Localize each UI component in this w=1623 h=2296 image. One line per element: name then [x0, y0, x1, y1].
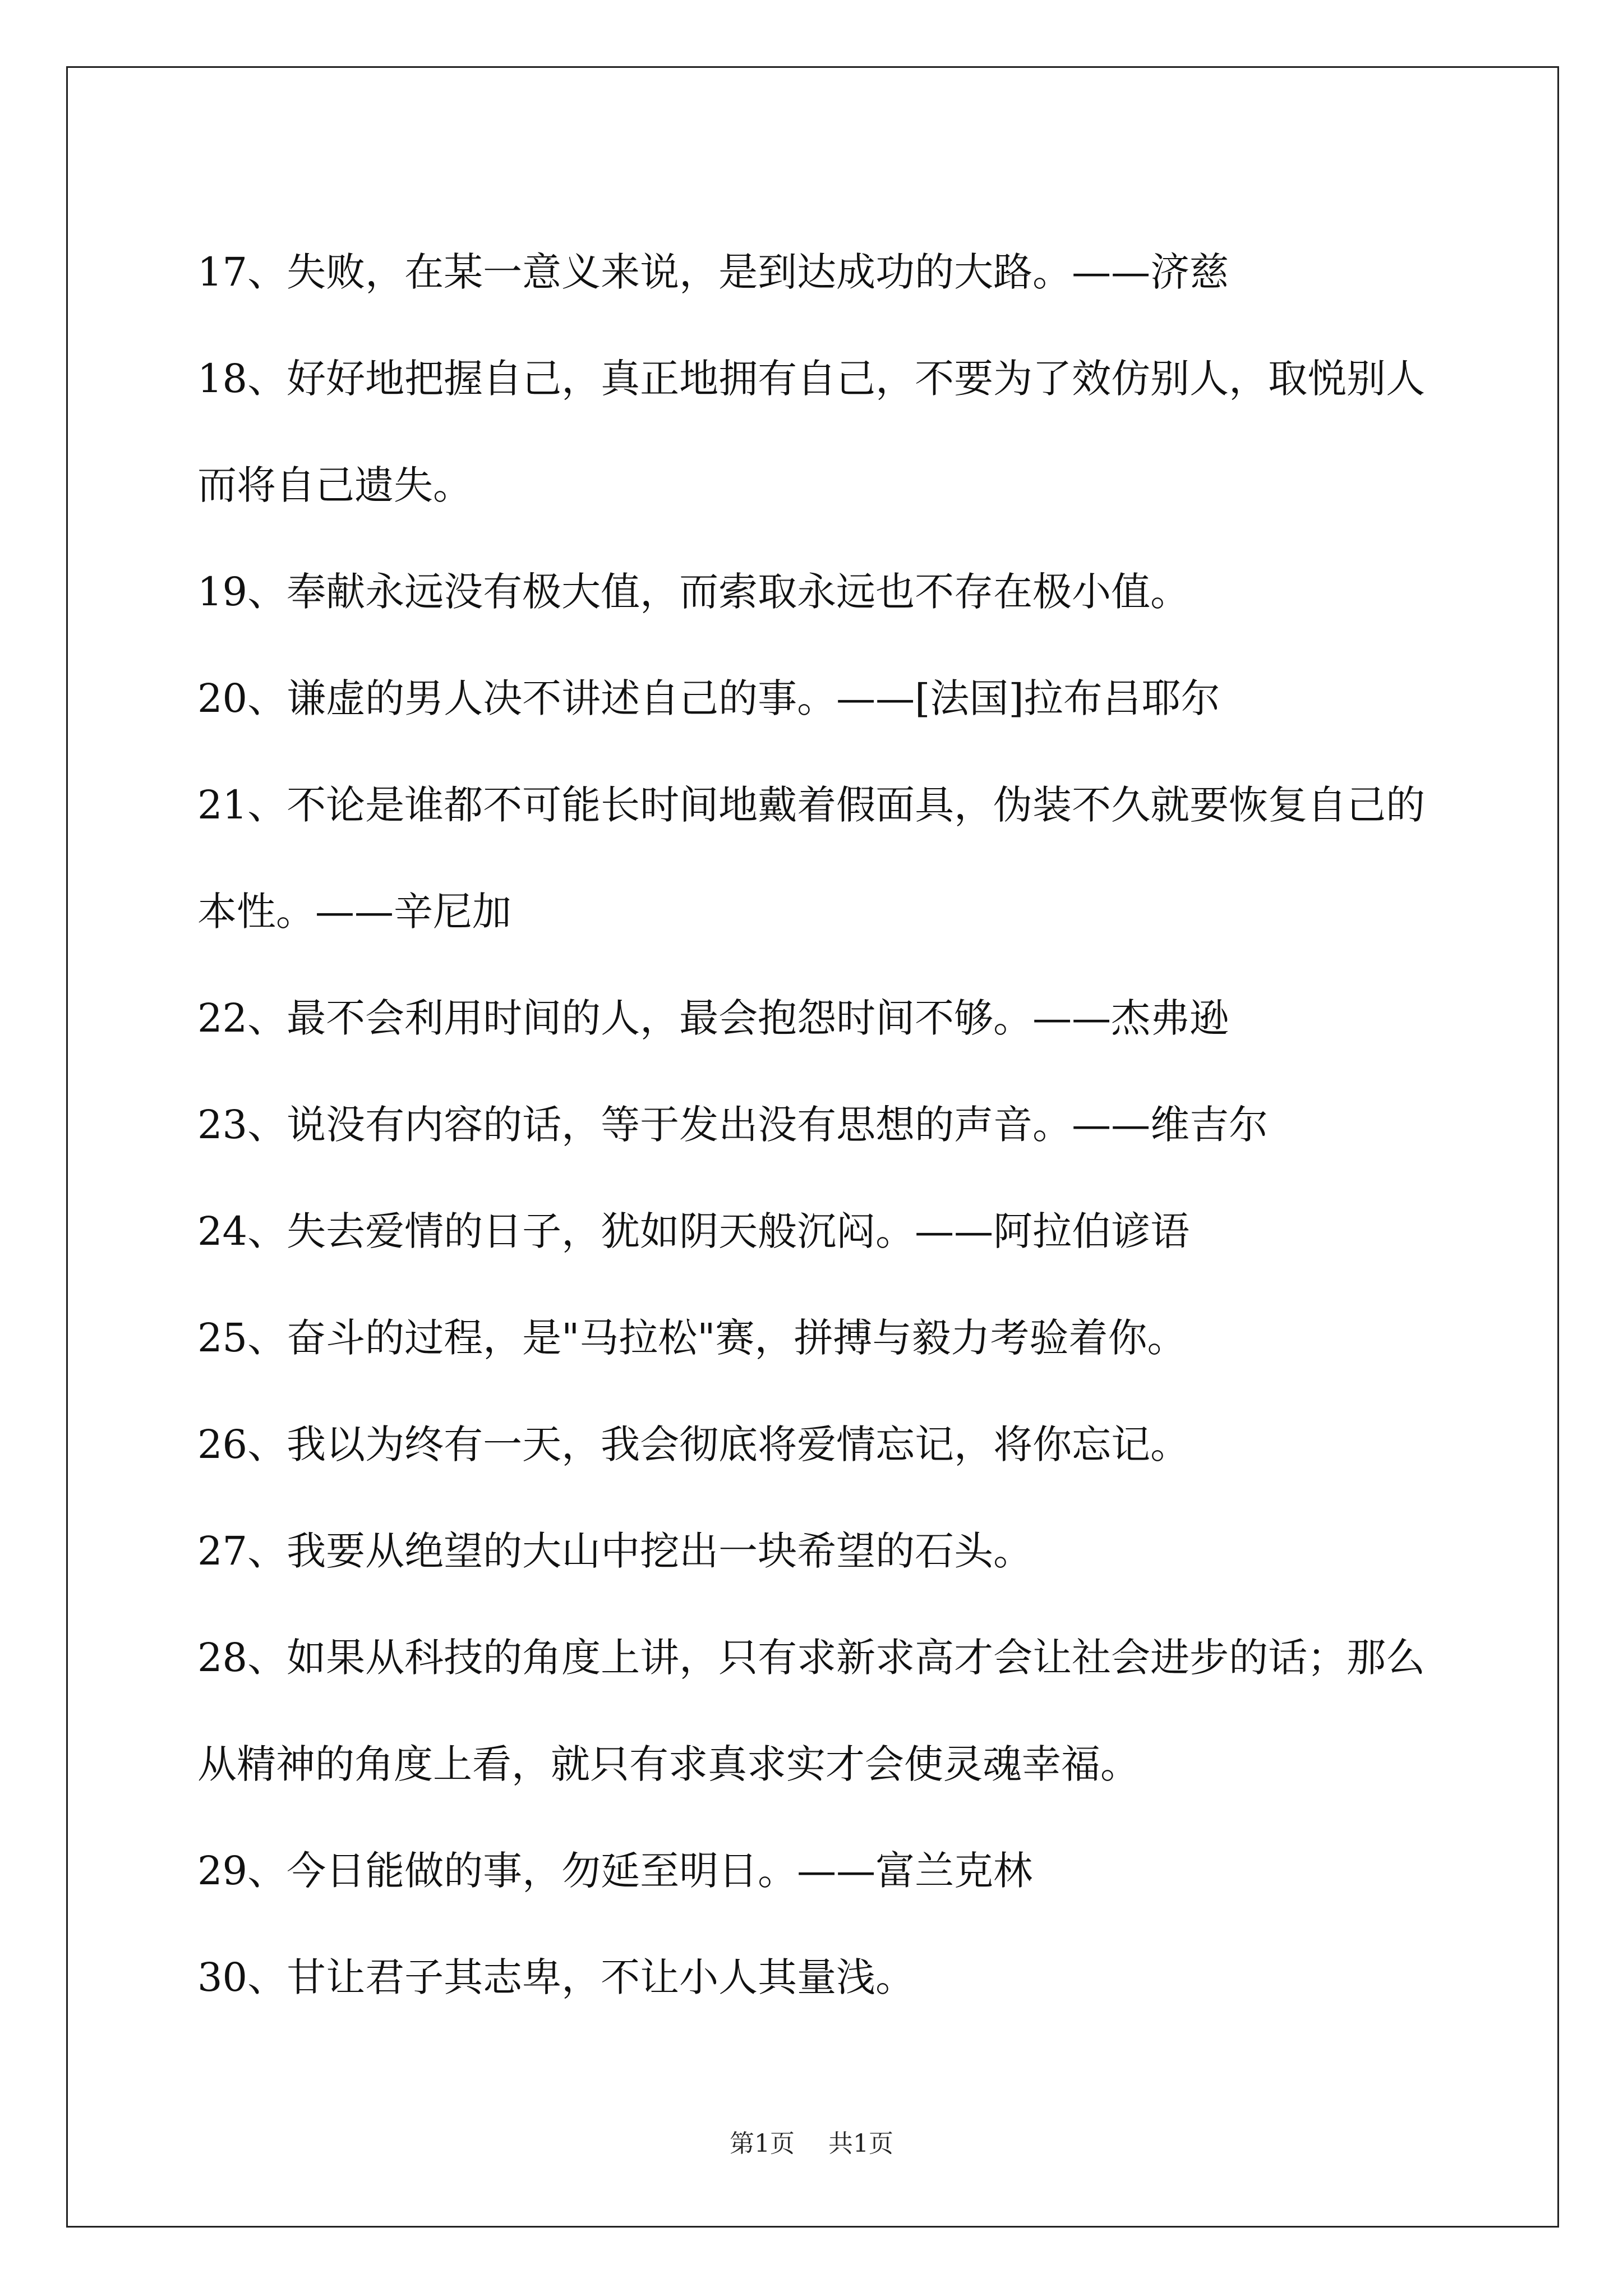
paragraph-25: 25、奋斗的过程，是"马拉松"赛，拼搏与毅力考验着你。 [197, 1315, 1187, 1361]
paragraph-29: 29、今日能做的事，勿延至明日。——富兰克林 [197, 1848, 1033, 1894]
paragraph-20: 20、谦虚的男人决不讲述自己的事。——[法国]拉布吕耶尔 [197, 675, 1220, 721]
document-body [197, 219, 1448, 2031]
paragraph-28: 28、如果从科技的角度上讲，只有求新求高才会让社会进步的话；那么从精神的角度上看，就只有求真求实才会使灵魂幸福。 [197, 1635, 1426, 1787]
paragraph-24: 24、失去爱情的日子，犹如阴天般沉闷。——阿拉伯谚语 [197, 1208, 1190, 1254]
paragraph-27: 27、我要从绝望的大山中挖出一块希望的石头。 [197, 1528, 1033, 1574]
paragraph-23: 23、说没有内容的话，等于发出没有思想的声音。——维吉尔 [197, 1102, 1269, 1148]
page-number-total: 共1页 [828, 2129, 893, 2158]
page-number-current: 第1页 [730, 2129, 795, 2158]
paragraph-19: 19、奉献永远没有极大值，而索取永远也不存在极小值。 [197, 569, 1190, 615]
paragraph-17: 17、失败，在某一意义来说，是到达成功的大路。——济慈 [197, 249, 1229, 295]
paragraph-21: 21、不论是谁都不可能长时间地戴着假面具，伪装不久就要恢复自己的本性。——辛尼加 [197, 782, 1426, 935]
page-footer [0, 2127, 1623, 2161]
paragraph-18: 18、好好地把握自己，真正地拥有自己，不要为了效仿别人，取悦别人而将自己遗失。 [197, 356, 1426, 508]
paragraph-26: 26、我以为终有一天，我会彻底将爱情忘记，将你忘记。 [197, 1421, 1190, 1467]
paragraph-30: 30、甘让君子其志卑，不让小人其量浅。 [197, 1954, 915, 2000]
paragraph-22: 22、最不会利用时间的人，最会抱怨时间不够。——杰弗逊 [197, 995, 1229, 1041]
